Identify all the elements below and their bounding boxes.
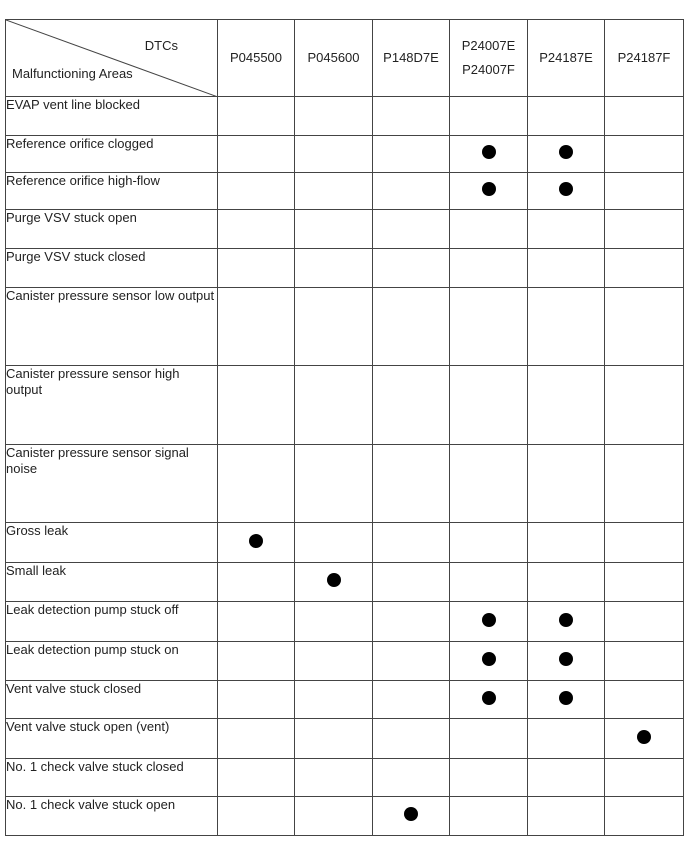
dtc-mark-cell [373,97,450,136]
applicable-dot-icon [482,613,496,627]
dtc-mark-cell [450,759,528,797]
applicable-dot-icon [482,652,496,666]
applicable-dot-icon [482,145,496,159]
table-row [6,173,684,210]
dtc-mark-cell [218,136,295,173]
dtc-mark-cell [295,136,373,173]
dtc-mark-cell [450,642,528,681]
dtc-mark-cell [450,288,528,366]
dtc-mark-cell [450,97,528,136]
applicable-dot-icon [482,182,496,196]
dtc-mark-cell [605,366,684,445]
malfunction-area-cell: Vent valve stuck open (vent) [6,719,218,759]
dtc-mark-cell [605,719,684,759]
table-row [6,602,684,642]
applicable-dot-icon [482,691,496,705]
dtc-mark-cell [218,288,295,366]
table-row [6,288,684,366]
dtc-matrix-table [5,19,684,836]
dtc-mark-cell [528,249,605,288]
table-row [6,249,684,288]
malfunction-area-cell: Canister pressure sensor low output [6,288,218,366]
dtc-mark-cell [295,249,373,288]
dtc-mark-cell [450,719,528,759]
dtc-mark-cell [605,759,684,797]
applicable-dot-icon [249,534,263,548]
dtc-mark-cell [605,136,684,173]
dtc-code-label: P045600 [307,50,360,65]
dtc-mark-cell [450,445,528,523]
applicable-dot-icon [327,573,341,587]
applicable-dot-icon [559,145,573,159]
dtc-column-header [295,20,373,97]
dtc-mark-cell [295,523,373,563]
malfunction-area-cell: Reference orifice clogged [6,136,218,173]
table-row [6,210,684,249]
dtc-mark-cell [450,366,528,445]
table-row [6,719,684,759]
dtcs-header-label: DTCs [144,38,178,53]
table-row [6,136,684,173]
malfunctioning-areas-header-label: Malfunctioning Areas [12,66,133,81]
malfunction-area-cell: Canister pressure sensor high output [6,366,218,445]
dtc-mark-cell [373,523,450,563]
dtc-mark-cell [528,642,605,681]
dtc-mark-cell [373,366,450,445]
applicable-dot-icon [559,613,573,627]
dtc-column-header [218,20,295,97]
dtc-mark-cell [373,759,450,797]
dtc-mark-cell [295,602,373,642]
dtc-mark-cell [295,210,373,249]
dtc-code-label-second: P24007F [462,62,515,77]
dtc-mark-cell [450,523,528,563]
dtc-column-header [373,20,450,97]
dtc-mark-cell [218,173,295,210]
dtc-mark-cell [373,210,450,249]
dtc-mark-cell [450,797,528,836]
dtc-mark-cell [373,642,450,681]
dtc-mark-cell [218,602,295,642]
dtc-mark-cell [605,797,684,836]
dtc-mark-cell [218,523,295,563]
dtc-mark-cell [528,136,605,173]
malfunction-area-cell: Canister pressure sensor signal noise [6,445,218,523]
dtc-column-header [605,20,684,97]
table-row [6,759,684,797]
dtc-mark-cell [605,173,684,210]
dtc-mark-cell [373,563,450,602]
dtc-code-label: P148D7E [383,50,439,65]
dtc-mark-cell [450,173,528,210]
dtc-column-header [528,20,605,97]
dtc-mark-cell [605,642,684,681]
dtc-mark-cell [373,719,450,759]
malfunction-area-cell: Gross leak [6,523,218,563]
table-row [6,445,684,523]
malfunction-area-cell: Leak detection pump stuck off [6,602,218,642]
dtc-mark-cell [295,366,373,445]
dtc-mark-cell [295,288,373,366]
dtc-mark-cell [218,249,295,288]
dtc-mark-cell [295,681,373,719]
dtc-mark-cell [528,759,605,797]
dtc-mark-cell [528,173,605,210]
dtc-mark-cell [373,173,450,210]
dtc-mark-cell [295,759,373,797]
dtc-mark-cell [528,563,605,602]
dtc-mark-cell [295,642,373,681]
applicable-dot-icon [559,182,573,196]
dtc-mark-cell [528,445,605,523]
dtc-mark-cell [528,797,605,836]
table-row [6,642,684,681]
dtc-mark-cell [218,97,295,136]
malfunction-area-cell: Purge VSV stuck open [6,210,218,249]
dtc-mark-cell [218,445,295,523]
malfunction-area-cell: Small leak [6,563,218,602]
diagonal-divider [6,20,218,97]
dtc-mark-cell [450,210,528,249]
dtc-mark-cell [218,797,295,836]
dtc-mark-cell [528,523,605,563]
applicable-dot-icon [637,730,651,744]
dtc-mark-cell [528,210,605,249]
dtc-mark-cell [605,210,684,249]
malfunction-area-cell: No. 1 check valve stuck open [6,797,218,836]
dtc-code-label: P24187E [539,50,593,65]
table-row [6,366,684,445]
dtc-mark-cell [373,249,450,288]
dtc-mark-cell [373,797,450,836]
dtc-mark-cell [373,136,450,173]
applicable-dot-icon [559,652,573,666]
table-row [6,797,684,836]
dtc-mark-cell [295,719,373,759]
dtc-code-label: P045500 [229,50,283,65]
dtc-mark-cell [605,602,684,642]
table-row [6,563,684,602]
dtc-mark-cell [295,97,373,136]
dtc-mark-cell [218,681,295,719]
dtc-mark-cell [605,445,684,523]
dtc-mark-cell [218,759,295,797]
dtc-mark-cell [218,563,295,602]
table-row [6,523,684,563]
dtc-mark-cell [373,681,450,719]
dtc-mark-cell [450,681,528,719]
dtc-mark-cell [218,210,295,249]
dtc-mark-cell [605,288,684,366]
dtc-mark-cell [218,642,295,681]
applicable-dot-icon [404,807,418,821]
dtc-column-header [450,20,528,97]
dtc-code-label: P24187F [617,50,671,65]
dtc-mark-cell [528,288,605,366]
dtc-mark-cell [605,563,684,602]
applicable-dot-icon [559,691,573,705]
dtc-mark-cell [605,681,684,719]
dtc-code-label: P24007E [461,38,516,53]
dtc-mark-cell [528,366,605,445]
dtc-mark-cell [295,563,373,602]
malfunction-area-cell: Leak detection pump stuck on [6,642,218,681]
dtc-mark-cell [218,719,295,759]
malfunction-area-cell: Reference orifice high-flow [6,173,218,210]
dtc-mark-cell [605,97,684,136]
dtc-mark-cell [605,249,684,288]
malfunction-area-cell: No. 1 check valve stuck closed [6,759,218,797]
malfunction-area-cell: Vent valve stuck closed [6,681,218,719]
malfunction-area-cell: Purge VSV stuck closed [6,249,218,288]
malfunction-area-cell: EVAP vent line blocked [6,97,218,136]
table-row [6,681,684,719]
dtc-mark-cell [295,445,373,523]
dtc-mark-cell [295,797,373,836]
dtc-mark-cell [450,249,528,288]
dtc-mark-cell [450,563,528,602]
dtc-mark-cell [450,136,528,173]
dtc-mark-cell [528,719,605,759]
dtc-mark-cell [528,97,605,136]
table-row [6,97,684,136]
header-row [6,20,684,97]
dtc-mark-cell [605,523,684,563]
dtc-mark-cell [373,288,450,366]
corner-header-cell [6,20,218,97]
dtc-mark-cell [373,602,450,642]
dtc-mark-cell [373,445,450,523]
dtc-mark-cell [218,366,295,445]
dtc-mark-cell [528,681,605,719]
dtc-mark-cell [295,173,373,210]
dtc-mark-cell [528,602,605,642]
dtc-mark-cell [450,602,528,642]
